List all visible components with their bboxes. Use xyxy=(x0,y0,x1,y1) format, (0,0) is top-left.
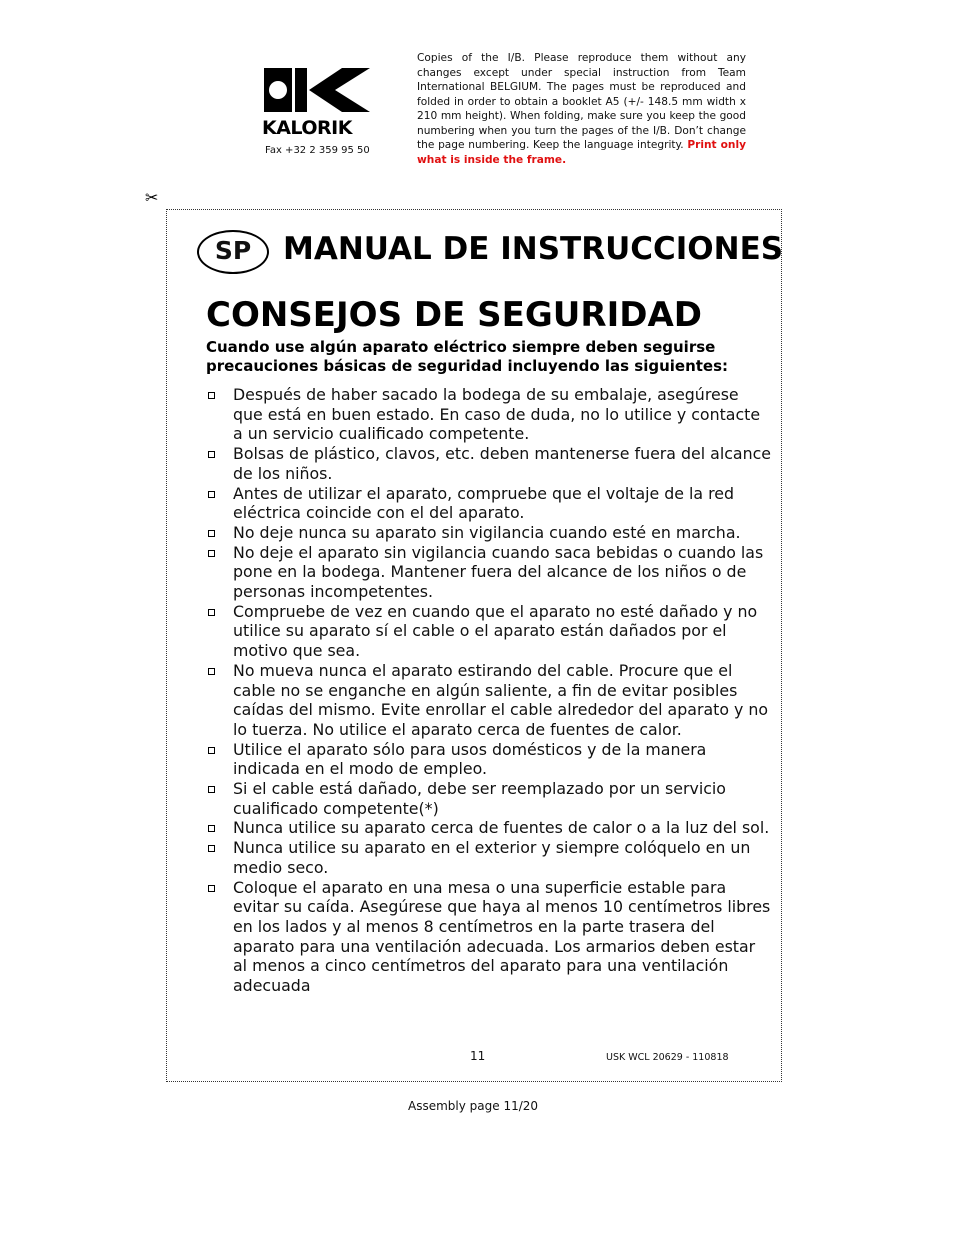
instructions-text: Copies of the I/B. Please reproduce them without any changes except under special instruction from Team International BELGIUM. The pages must be reproduced and folded in order to obtain a booklet A5 (+/- 148.5 mm width x 210 mm height). When folding, make sure you keep the good numbering when you turn the pages of the I/B. Don’t change the page numbering. Keep the language integrity. xyxy=(417,52,746,151)
list-item xyxy=(206,878,772,996)
checkbox-bullet-icon xyxy=(208,885,215,892)
list-item-text: Bolsas de plástico, clavos, etc. deben mantenerse fuera del alcance de los niños. xyxy=(233,444,772,483)
checkbox-bullet-icon xyxy=(208,609,215,616)
list-item-text: Nunca utilice su aparato cerca de fuentes de calor o a la luz del sol. xyxy=(233,818,770,838)
document-code: USK WCL 20629 - 110818 xyxy=(606,1052,729,1063)
language-badge: SP xyxy=(197,230,269,274)
list-item xyxy=(206,818,772,838)
checkbox-bullet-icon xyxy=(208,550,215,557)
list-item-text: No deje el aparato sin vigilancia cuando saca bebidas o cuando las pone en la bodega. Mantener fuera del alcance de los niños o de personas incompetentes. xyxy=(233,542,764,602)
list-item xyxy=(206,838,772,877)
list-item-text: Después de haber sacado la bodega de su embalaje, asegúrese que está en buen estado. En caso de duda, no lo utilice y contacte a un servicio cualificado competente. xyxy=(233,385,761,444)
checkbox-bullet-icon xyxy=(208,392,215,399)
checkbox-bullet-icon xyxy=(208,668,215,675)
list-item xyxy=(206,543,772,602)
list-item-text: No mueva nunca el aparato estirando del cable. Procure que el cable no se enganche en algún saliente, a fin de evitar posibles caídas del mismo. Evite enrollar el cable alrededor del aparato y no lo tuerza. No utilice el aparato cerca de fuentes de calor. xyxy=(233,660,769,739)
instructions-highlight: Print only what is inside the frame. xyxy=(417,139,746,166)
safety-list xyxy=(206,385,772,996)
list-item xyxy=(206,740,772,779)
printing-instructions xyxy=(417,51,746,167)
checkbox-bullet-icon xyxy=(208,491,215,498)
list-item-text: Utilice el aparato sólo para usos domésticos y de la manera indicada en el modo de empleo. xyxy=(233,739,707,779)
list-item xyxy=(206,661,772,740)
list-item-text: Nunca utilice su aparato en el exterior y siempre colóquelo en un medio seco. xyxy=(233,838,751,877)
checkbox-bullet-icon xyxy=(208,845,215,852)
brand-name: KALORIK xyxy=(262,117,352,139)
scissors-icon: ✂ xyxy=(145,188,159,207)
list-item xyxy=(206,779,772,818)
list-item-text: Antes de utilizar el aparato, compruebe que el voltaje de la red eléctrica coincide con el del aparato. xyxy=(233,483,735,523)
checkbox-bullet-icon xyxy=(208,786,215,793)
list-item-text: Coloque el aparato en una mesa o una superficie estable para evitar su caída. Asegúrese que haya al menos 10 centímetros libres en los lados y al menos 8 centímetros en la parte trasera del aparato para una ventilación adecuada. Los armarios deben estar al menos a cinco centímetros del aparato para una ventilación adecuada xyxy=(233,877,771,996)
checkbox-bullet-icon xyxy=(208,825,215,832)
list-item xyxy=(206,602,772,661)
fax-number: Fax +32 2 359 95 50 xyxy=(265,145,370,156)
checkbox-bullet-icon xyxy=(208,747,215,754)
list-item xyxy=(206,444,772,483)
checkbox-bullet-icon xyxy=(208,451,215,458)
checkbox-bullet-icon xyxy=(208,530,215,537)
assembly-page: Assembly page 11/20 xyxy=(408,1099,539,1113)
intro-paragraph: Cuando use algún aparato eléctrico siempre deben seguirse precauciones básicas de seguridad incluyendo las siguientes: xyxy=(206,338,729,375)
kalorik-logo xyxy=(262,66,374,138)
manual-title: MANUAL DE INSTRUCCIONES xyxy=(283,231,784,267)
section-title: CONSEJOS DE SEGURIDAD xyxy=(206,295,703,335)
list-item xyxy=(206,484,772,523)
kalorik-logo-mark xyxy=(262,66,372,116)
list-item-text: Si el cable está dañado, debe ser reemplazado por un servicio cualificado competente(*) xyxy=(233,779,726,818)
page-number: 11 xyxy=(470,1049,486,1063)
list-item-text: Compruebe de vez en cuando que el aparato no esté dañado y no utilice su aparato sí el cable o el aparato están dañados por el motivo que sea. xyxy=(233,601,758,661)
list-item xyxy=(206,385,772,444)
list-item-text: No deje nunca su aparato sin vigilancia cuando esté en marcha. xyxy=(233,522,741,542)
list-item xyxy=(206,523,772,543)
